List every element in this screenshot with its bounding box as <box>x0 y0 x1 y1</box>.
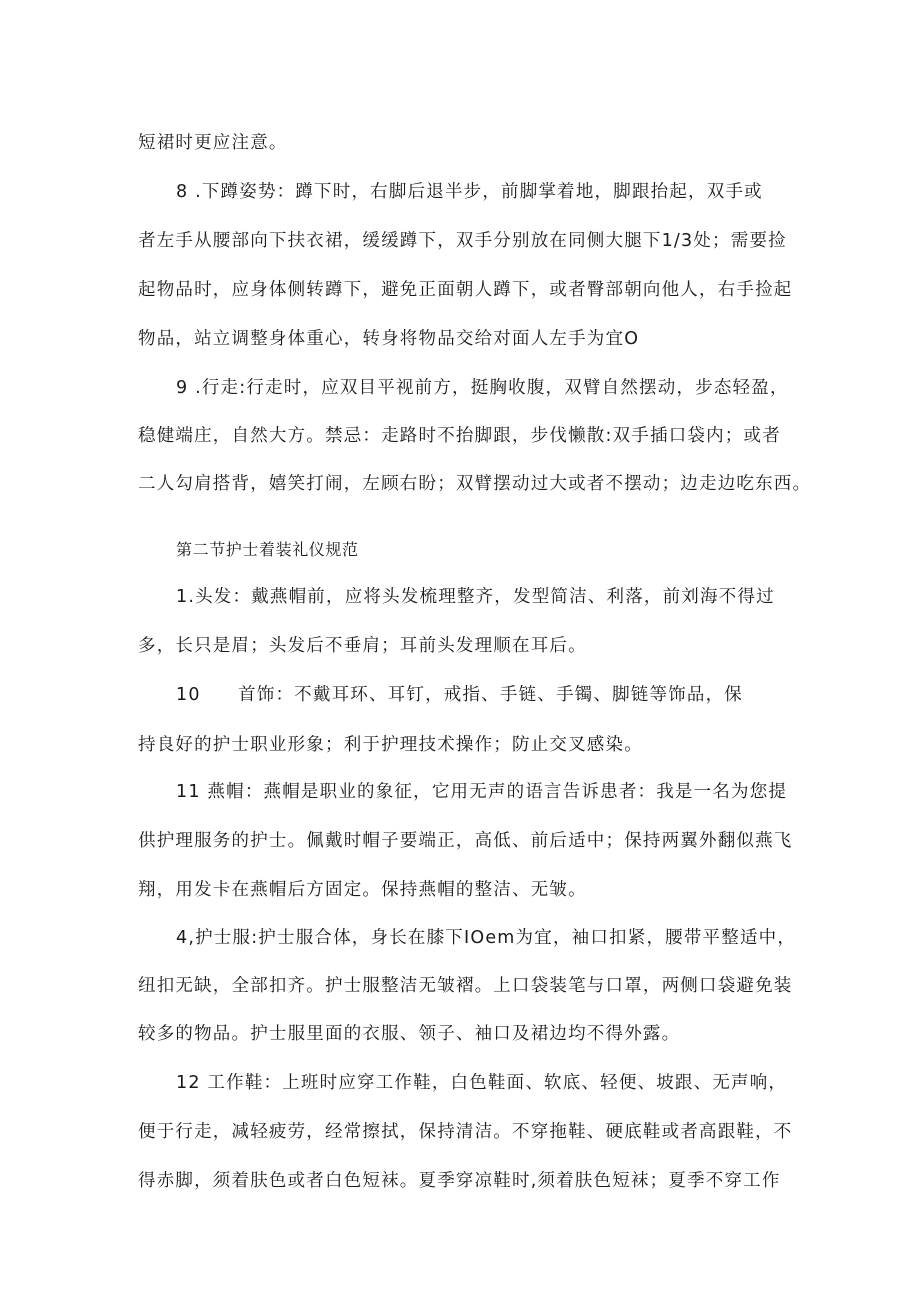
text-line: 短裙时更应注意。 <box>138 133 288 153</box>
text-line: 11 燕帽：燕帽是职业的象征，它用无声的语言告诉患者：我是一名为您提 <box>176 782 788 802</box>
text-line: 二人勾肩搭背，嬉笑打闹，左顾右盼；双臂摆动过大或者不摆动；边走边吃东西。 <box>138 474 812 494</box>
text-line: 纽扣无缺，全部扣齐。护士服整洁无皱褶。上口袋装笔与口罩，两侧口袋避免装 <box>138 976 793 996</box>
text-line: 便于行走，减轻疲劳，经常擦拭，保持清洁。不穿拖鞋、硬底鞋或者高跟鞋，不 <box>138 1122 793 1142</box>
text-line: 1.头发：戴燕帽前，应将头发梳理整齐，发型简洁、利落，前刘海不得过 <box>176 587 775 607</box>
text-line: 9 .行走:行走时，应双目平视前方，挺胸收腹，双臂自然摆动，步态轻盈， <box>176 378 789 398</box>
text-line: 得赤脚，须着肤色或者白色短袜。夏季穿凉鞋时,须着肤色短袜；夏季不穿工作 <box>138 1171 781 1191</box>
text-line: 10 首饰：不戴耳环、耳钉，戒指、手链、手镯、脚链等饰品，保 <box>176 685 743 705</box>
text-line: 持良好的护士职业形象；利于护理技术操作；防止交叉感染。 <box>138 735 643 755</box>
text-line: 稳健端庄，自然大方。禁忌：走路时不抬脚跟，步伐懒散:双手插口袋内；或者 <box>138 426 781 446</box>
text-line: 多，长只是眉；头发后不垂肩；耳前头发理顺在耳后。 <box>138 636 587 656</box>
text-line: 4,护士服:护士服合体，身长在膝下IOem为宜，袖口扣紧，腰带平整适中， <box>176 928 797 948</box>
text-line: 供护理服务的护士。佩戴时帽子要端正，高低、前后适中；保持两翼外翻似燕飞 <box>138 831 793 851</box>
text-line: 翔，用发卡在燕帽后方固定。保持燕帽的整洁、无皱。 <box>138 880 587 900</box>
section-heading: 第二节护士着装礼仪规范 <box>176 540 359 559</box>
text-line: 起物品时，应身体侧转蹲下，避免正面朝人蹲下，或者臀部朝向他人，右手捡起 <box>138 280 793 300</box>
text-line: 12 工作鞋：上班时应穿工作鞋，白色鞋面、软底、轻便、坡跟、无声响， <box>176 1073 788 1093</box>
text-line: 8 .下蹲姿势：蹲下时，右脚后退半步，前脚掌着地，脚跟抬起，双手或 <box>176 182 763 202</box>
text-line: 物品，站立调整身体重心，转身将物品交给对面人左手为宜O <box>138 329 640 349</box>
text-line: 者左手从腰部向下扶衣裙，缓缓蹲下，双手分别放在同侧大腿下1/3处；需要捡 <box>138 231 787 251</box>
text-line: 较多的物品。护士服里面的衣服、领子、袖口及裙边均不得外露。 <box>138 1024 681 1044</box>
